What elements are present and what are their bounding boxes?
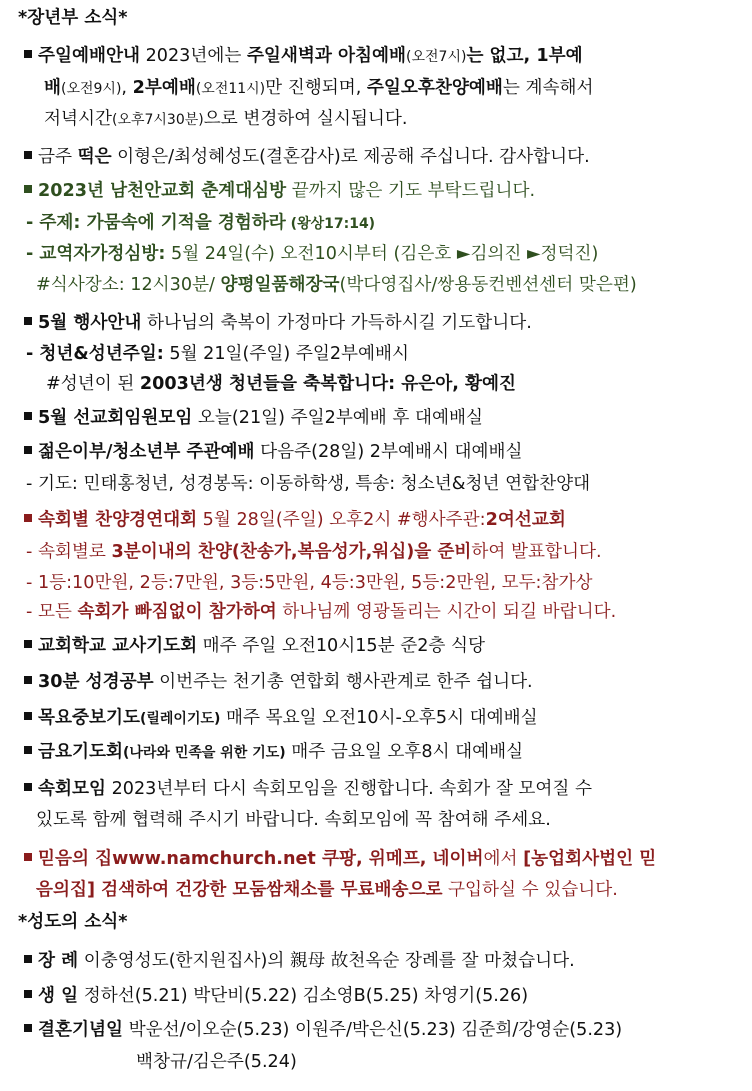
worship-small: (오전9시) [61, 81, 122, 97]
fri-prayer-line [24, 740, 523, 765]
wed-prayer-text: 매주 목요일 오전10시-오후5시 대예배실 [220, 708, 538, 728]
teachers-title: 교회학교 교사기도회 [38, 636, 198, 656]
revival-theme-label: - 주제: [26, 213, 87, 233]
anniversary-line-1 [24, 1018, 622, 1042]
bullet-icon [24, 412, 32, 420]
bible-line [24, 670, 533, 694]
worship-text: 는 계속해서 [502, 78, 594, 98]
bible-text: 이번주는 천기총 연합회 행사관계로 한주 쉽니다. [153, 672, 533, 692]
worship-small: (오전7시) [406, 49, 467, 65]
shop-line-1 [24, 847, 656, 871]
worship-line-2 [44, 76, 593, 101]
contest-text: 하나님께 영광돌리는 시간이 되길 바랍니다. [276, 602, 617, 622]
youth-note-line [46, 372, 516, 396]
contest-bold: 속회가 빠짐없이 참가하여 [77, 602, 277, 622]
worship-bold: 주일새벽과 아침예배 [246, 46, 407, 66]
bullet-icon [24, 746, 32, 754]
rice-cake-text: 이형은/최성혜성도(결혼감사)로 제공해 주십니다. 감사합니다. [111, 147, 590, 167]
bullet-icon [24, 676, 32, 684]
bullet-icon [24, 151, 32, 159]
fri-prayer-title: 금요기도회 [38, 742, 123, 762]
revival-meal-place: 양평일품해장국 [220, 275, 340, 295]
revival-year: 2023년 [38, 181, 111, 201]
bullet-icon [24, 955, 32, 963]
revival-meal-note: (박다영집사/쌍용동컨벤션센터 맞은편) [339, 275, 637, 295]
funeral-title: 장 례 [38, 951, 79, 971]
revival-line [24, 179, 535, 203]
rice-cake-title: 떡은 [77, 147, 112, 167]
bullet-icon [24, 990, 32, 998]
contest-text: 하여 발표합니다. [471, 542, 602, 562]
youth-sunday-text: 5월 21일(주일) 주일2부예배시 [163, 344, 410, 364]
bullet-icon [24, 783, 32, 791]
church-news-heading: *장년부 소식* [18, 8, 128, 28]
contest-text: - 모든 [26, 602, 78, 622]
revival-meal-text: 12시30분/ [124, 275, 221, 295]
revival-theme-ref: (왕상17:14) [285, 216, 376, 232]
worship-small: (오후7시30분) [111, 112, 204, 128]
contest-line-4 [26, 600, 616, 624]
funeral-text: 이충영성도(한지원집사)의 親母 故천옥순 장례를 잘 마쳤습니다. [78, 951, 575, 971]
youth-note: #성년이 된 [46, 374, 140, 394]
worship-bold: 주일오후찬양예배 [366, 78, 503, 98]
anniversary-text: 박운선/이오순(5.23) 이원주/박은신(5.23) 김준희/강영순(5.23) [122, 1020, 623, 1040]
birthday-line [24, 984, 528, 1008]
worship-text: 2023년에는 [139, 46, 247, 66]
shop-bold: [농업회사법인 믿 [523, 849, 657, 869]
cell-line-2: 있도록 함께 협력해 주시기 바랍니다. 속회모임에 꼭 참여해 주세요. [36, 810, 551, 830]
revival-theme-line [26, 211, 375, 236]
worship-text: 만 진행되며, [265, 78, 367, 98]
contest-line-2 [26, 540, 602, 564]
shop-line-2 [36, 878, 618, 902]
youth-note-bold: 2003년생 청년들을 축복합니다: 유은아, 황예진 [139, 374, 517, 394]
bullet-icon [24, 640, 32, 648]
contest-bold: 3분이내의 찬양(찬송가,복음성가,워십)을 준비 [111, 542, 472, 562]
shop-text: 구입하실 수 있습니다. [442, 880, 618, 900]
bullet-icon [24, 185, 32, 193]
contest-text: 5월 28일(주일) 오후2시 #행사주관: [197, 510, 486, 530]
rice-cake-pre: 금주 [38, 147, 78, 167]
revival-visit-label: - 교역자가정심방: [26, 244, 166, 264]
mission-title: 5월 선교회임원모임 [38, 408, 193, 428]
shop-bold: 음의집] 검색하여 건강한 모둠쌈채소를 무료배송으로 [36, 880, 443, 900]
worship-bold: 는 없고, 1부예 [466, 46, 583, 66]
bullet-icon [24, 50, 32, 58]
may-events-line [24, 311, 532, 335]
worship-title: 주일예배안내 [38, 46, 140, 66]
fri-prayer-sub: (나라와 민족을 위한 기도) [122, 745, 286, 761]
worship-text: 저녁시간 [44, 109, 112, 129]
contest-host: 2여선교회 [485, 510, 566, 530]
shop-bold: 쿠팡, 위메프, 네이버 [315, 849, 484, 869]
youth-sunday-label: - 청년&성년주일: [26, 344, 164, 364]
worship-text: , [121, 78, 133, 98]
wed-prayer-title: 목요중보기도 [38, 708, 140, 728]
cell-title: 속회모임 [38, 779, 106, 799]
worship-bold: 2부예배 [132, 78, 196, 98]
worship-line-3 [44, 107, 407, 132]
anniversary-line-2: 백창규/김은주(5.24) [136, 1052, 297, 1072]
revival-visit-line [26, 242, 598, 266]
may-events-text: 하나님의 축복이 가정마다 가득하시길 기도합니다. [141, 313, 532, 333]
may-events-title: 5월 행사안내 [38, 313, 142, 333]
contest-text: - 속회별로 [26, 542, 112, 562]
young-line [24, 440, 523, 464]
revival-meal-line [36, 273, 637, 297]
revival-text: 끝까지 많은 기도 부탁드립니다. [286, 181, 536, 201]
bullet-icon [24, 317, 32, 325]
anniversary-title: 결혼기념일 [38, 1020, 123, 1040]
wed-prayer-sub: (릴레이기도) [139, 711, 221, 727]
worship-bold: 배 [44, 78, 61, 98]
bullet-icon [24, 1024, 32, 1032]
shop-text: 에서 [483, 849, 524, 869]
cell-text: 2023년부터 다시 속회모임을 진행합니다. 속회가 잘 모여질 수 [105, 779, 592, 799]
bullet-icon [24, 514, 32, 522]
mission-text: 오늘(21일) 주일2부예배 후 대예배실 [192, 408, 483, 428]
contest-prizes-line: - 1등:10만원, 2등:7만원, 3등:5만원, 4등:3만원, 5등:2만원, 모두:참가상 [26, 573, 593, 593]
shop-title: 믿음의 집 [38, 849, 113, 869]
teachers-line [24, 634, 485, 658]
birthday-text: 정하선(5.21) 박단비(5.22) 김소영B(5.25) 차영기(5.26) [78, 986, 529, 1006]
wed-prayer-line [24, 706, 538, 731]
member-news-heading: *성도의 소식* [18, 912, 128, 932]
revival-meal-label: #식사장소: [36, 275, 125, 295]
funeral-line [24, 949, 575, 973]
youth-sunday-line [26, 342, 409, 366]
contest-title: 속회별 찬양경연대회 [38, 510, 198, 530]
worship-line-1 [24, 44, 583, 69]
rice-cake-line [24, 145, 590, 169]
revival-visit-text: 5월 24일(수) 오전10시부터 (김은호 ►김의진 ►정덕진) [165, 244, 599, 264]
mission-line [24, 406, 483, 430]
revival-title: 남천안교회 춘계대심방 [110, 181, 287, 201]
young-roles-line: - 기도: 민태홍청년, 성경봉독: 이동하학생, 특송: 청소년&청년 연합찬양대 [26, 474, 591, 494]
worship-small: (오전11시) [195, 81, 266, 97]
young-title: 젊은이부/청소년부 주관예배 [38, 442, 255, 462]
cell-line-1 [24, 777, 592, 801]
fri-prayer-text: 매주 금요일 오후8시 대예배실 [285, 742, 524, 762]
revival-theme: 가뭄속에 기적을 경험하라 [86, 213, 286, 233]
bullet-icon [24, 853, 32, 861]
contest-line [24, 508, 566, 532]
bullet-icon [24, 446, 32, 454]
worship-text: 으로 변경하여 실시됩니다. [203, 109, 408, 129]
young-text: 다음주(28일) 2부예배시 대예배실 [254, 442, 523, 462]
teachers-text: 매주 주일 오전10시15분 준2층 식당 [197, 636, 485, 656]
bullet-icon [24, 712, 32, 720]
birthday-title: 생 일 [38, 986, 79, 1006]
shop-url: www.namchurch.net [112, 849, 316, 869]
bible-title: 30분 성경공부 [38, 672, 154, 692]
